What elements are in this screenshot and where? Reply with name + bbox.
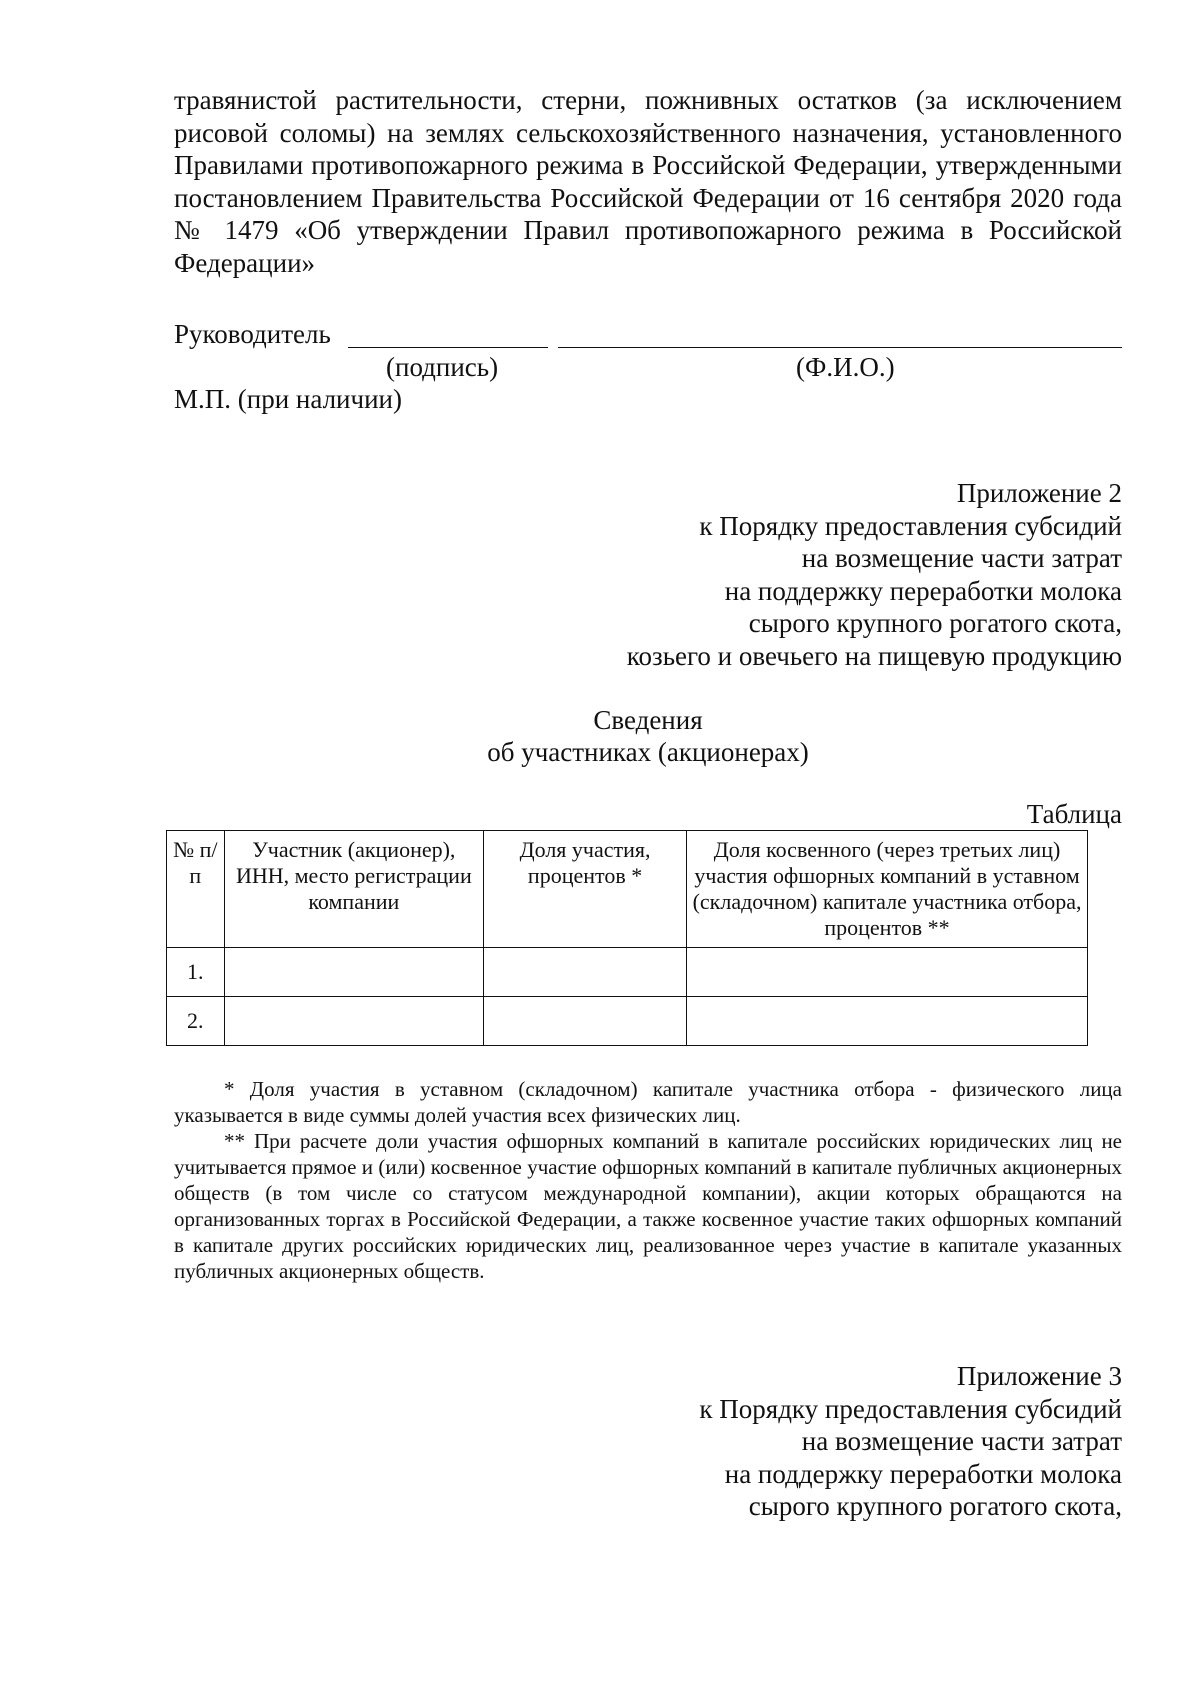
signature-label: Руководитель xyxy=(174,319,331,349)
row-share-cell xyxy=(484,948,687,997)
participants-table xyxy=(166,830,1088,1046)
appendix-2-line: на возмещение части затрат xyxy=(801,543,1122,573)
footnotes xyxy=(174,1076,1122,1284)
header-share: Доля участия, процентов * xyxy=(484,831,687,948)
signature-caption: (подпись) xyxy=(386,352,499,382)
appendix-3-line: на возмещение части затрат xyxy=(801,1426,1122,1456)
row-number: 2. xyxy=(167,997,225,1046)
row-number: 1. xyxy=(167,948,225,997)
footnote-2: ** При расчете доли участия офшорных компаний в капитале российских юридических лиц не учитывается прямое и (или) косвенное участие офшорных компаний в капитале публичных акционерных обществ (в том числе со статусом международной компании), акции которых обращаются на организованных торгах в Российской Федерации, а также косвенное участие таких офшорных компаний в капитале других российских юридических лиц, реализованное через участие в капитале указанных публичных акционерных обществ. xyxy=(174,1129,1122,1283)
section-title-line2: об участниках (акционерах) xyxy=(487,737,809,767)
intro-paragraph: травянистой растительности, стерни, пожнивных остатков (за исключением рисовой соломы) на землях сельскохозяйственного назначения, установленного Правилами противопожарного режима в Российской Федерации, утвержденными постановлением Правительства Российской Федерации от 16 сентября 2020 года № 1479 «Об утверждении Правил противопожарного режима в Российской Федерации» xyxy=(174,85,1122,278)
row-participant-cell xyxy=(224,997,484,1046)
table-header-row xyxy=(167,831,1088,948)
row-offshore-cell xyxy=(687,997,1088,1046)
name-caption: (Ф.И.О.) xyxy=(796,352,895,382)
appendix-3-line: на поддержку переработки молока xyxy=(724,1458,1122,1489)
table-label: Таблица xyxy=(1026,799,1122,829)
section-title-line1: Сведения xyxy=(593,705,703,735)
row-offshore-cell xyxy=(687,948,1088,997)
table-row xyxy=(167,997,1088,1046)
signature-line xyxy=(348,347,548,348)
appendix-2-line: сырого крупного рогатого скота, xyxy=(748,608,1122,638)
header-offshore-share: Доля косвенного (через третьих лиц) участия офшорных компаний в уставном (складочном) капитале участника отбора, процентов ** xyxy=(687,831,1088,948)
header-number: № п/п xyxy=(167,831,225,948)
footnote-1: * Доля участия в уставном (складочном) капитале участника отбора - физического лица указывается в виде суммы долей участия всех физических лиц. xyxy=(174,1077,1122,1127)
appendix-2-line: на поддержку переработки молока xyxy=(724,575,1122,606)
appendix-3-header xyxy=(174,1360,1122,1523)
header-participant: Участник (акционер), ИНН, место регистрации компании xyxy=(224,831,484,948)
appendix-3-line: Приложение 3 xyxy=(956,1361,1122,1391)
appendix-3-line: сырого крупного рогатого скота, xyxy=(748,1491,1122,1521)
section-title xyxy=(174,704,1122,768)
row-participant-cell xyxy=(224,948,484,997)
appendix-2-line: козьего и овечьего на пищевую продукцию xyxy=(626,640,1122,671)
appendix-3-line: к Порядку предоставления субсидий xyxy=(699,1393,1122,1424)
signature-captions xyxy=(174,351,1122,383)
seal-note: М.П. (при наличии) xyxy=(174,384,402,414)
signature-row xyxy=(174,317,1122,351)
document-page xyxy=(174,84,1122,1523)
table-row xyxy=(167,948,1088,997)
name-line xyxy=(558,347,1122,348)
appendix-2-header xyxy=(174,477,1122,672)
appendix-2-line: Приложение 2 xyxy=(956,478,1122,508)
appendix-2-line: к Порядку предоставления субсидий xyxy=(699,510,1122,541)
row-share-cell xyxy=(484,997,687,1046)
